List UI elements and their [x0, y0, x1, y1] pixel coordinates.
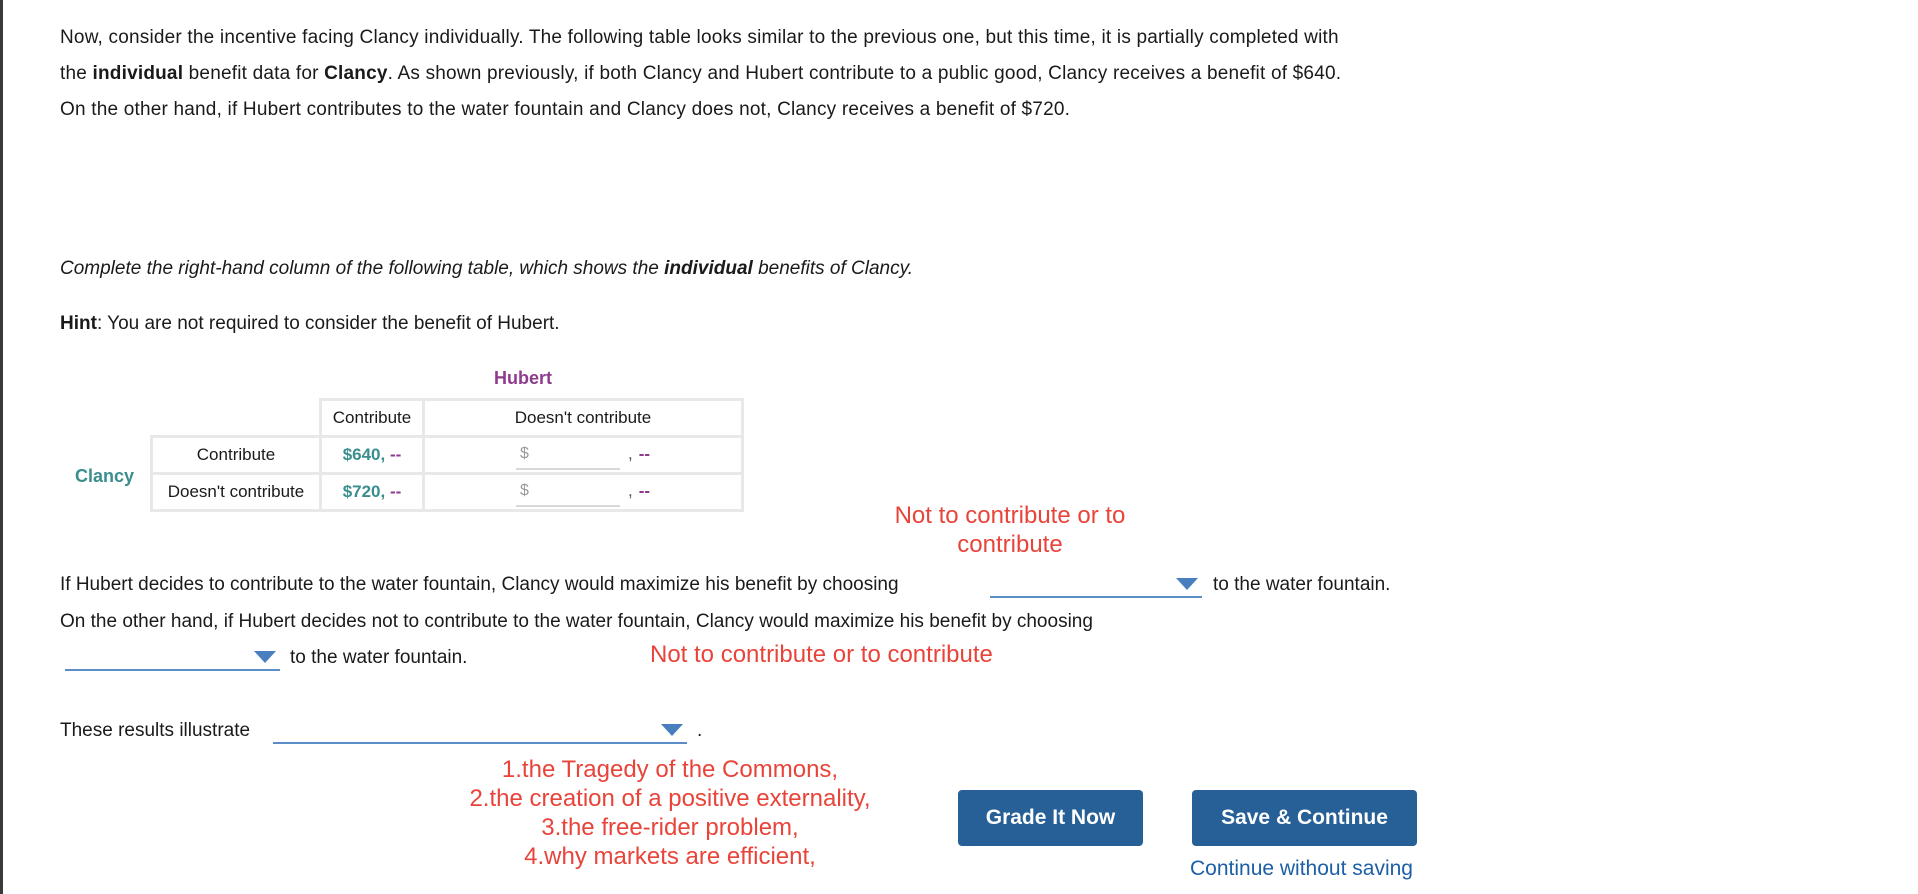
grade-it-now-button[interactable]: Grade It Now	[958, 790, 1143, 846]
hubert-payoff: --	[389, 445, 402, 464]
annotation-2: Not to contribute or to contribute	[650, 641, 993, 668]
col-header-doesnt-contribute: Doesn't contribute	[424, 400, 743, 437]
hubert-label: Hubert	[494, 368, 552, 388]
instruction-bold: individual	[664, 258, 753, 279]
clancy-payoff: $640	[342, 445, 381, 464]
payoff-cell	[321, 437, 424, 474]
q1-suffix: to the water fountain.	[1213, 574, 1391, 595]
annotation-line: Not to contribute or to	[894, 502, 1126, 529]
money-input[interactable]	[516, 477, 620, 507]
instruction-text: Complete the right-hand column of the following table, which shows the	[60, 258, 665, 279]
table-row	[152, 474, 743, 511]
annotation-line: 1.the Tragedy of the Commons,	[501, 756, 839, 783]
intro-text: . As shown previously, if both Clancy and Hubert contribute to a public good, Clancy receives a benefit of $640.	[387, 63, 1342, 84]
annotation-1	[880, 501, 1140, 559]
hint-text: : You are not required to consider the benefit of Hubert.	[96, 313, 560, 334]
benefit-input[interactable]	[529, 481, 613, 501]
intro-text: the	[60, 63, 93, 84]
clancy-label: Clancy	[75, 466, 135, 486]
dollar-sign: $	[519, 482, 529, 499]
payoff-separator: ,	[380, 445, 386, 464]
payoff-separator: ,	[627, 444, 633, 464]
q3-dropdown[interactable]	[273, 716, 687, 744]
hubert-payoff: --	[389, 482, 402, 501]
intro-line-3: On the other hand, if Hubert contributes to the water fountain and Clancy does not, Clancy receives a benefit of $720.	[60, 99, 1071, 120]
table-row	[152, 437, 743, 474]
q2-suffix: to the water fountain.	[290, 647, 468, 668]
intro-text: benefit data for	[183, 63, 325, 84]
hubert-payoff: --	[638, 481, 651, 501]
clancy-payoff: $720	[342, 482, 381, 501]
q1-text: If Hubert decides to contribute to the water fountain, Clancy would maximize his benefit by choosing	[60, 574, 899, 595]
intro-bold: Clancy	[324, 63, 388, 84]
instruction	[60, 258, 913, 280]
intro-line-2	[60, 56, 1460, 92]
q3-suffix: .	[697, 720, 703, 741]
annotation-line: 3.the free-rider problem,	[541, 814, 799, 841]
intro-paragraph	[60, 20, 1460, 128]
annotation-3	[440, 755, 900, 871]
row-label-doesnt-contribute: Doesn't contribute	[152, 474, 321, 511]
money-input[interactable]	[516, 440, 620, 470]
continue-without-saving-link[interactable]: Continue without saving	[1190, 857, 1413, 880]
payoff-table	[150, 398, 744, 512]
payoff-separator: ,	[380, 482, 386, 501]
payoff-cell	[321, 474, 424, 511]
chevron-down-icon	[661, 724, 683, 736]
payoff-cell	[424, 474, 743, 511]
q3-text: These results illustrate	[60, 720, 251, 741]
benefit-input[interactable]	[529, 444, 613, 464]
annotation-line: 4.why markets are efficient,	[524, 843, 816, 870]
blank-cell	[152, 400, 321, 437]
save-and-continue-button[interactable]: Save & Continue	[1192, 790, 1417, 846]
q1-dropdown[interactable]	[990, 570, 1202, 598]
intro-line-1: Now, consider the incentive facing Clancy individually. The following table looks similar to the previous one, but this time, it is partially completed with	[60, 27, 1339, 48]
hint-label: Hint	[60, 313, 97, 334]
chevron-down-icon	[254, 651, 276, 663]
hint	[60, 313, 560, 335]
table-header-row	[152, 400, 743, 437]
col-header-contribute: Contribute	[321, 400, 424, 437]
q2-dropdown[interactable]	[65, 643, 280, 671]
annotation-line: 2.the creation of a positive externality,	[469, 785, 871, 812]
row-label-contribute: Contribute	[152, 437, 321, 474]
left-border	[0, 0, 3, 894]
dollar-sign: $	[519, 445, 529, 462]
payoff-cell	[424, 437, 743, 474]
payoff-separator: ,	[627, 481, 633, 501]
intro-bold: individual	[92, 63, 184, 84]
q2-text: On the other hand, if Hubert decides not to contribute to the water fountain, Clancy would maximize his benefit by choosing	[60, 611, 1093, 632]
instruction-text: benefits of Clancy.	[752, 258, 913, 279]
hubert-payoff: --	[638, 444, 651, 464]
chevron-down-icon	[1176, 578, 1198, 590]
annotation-line: contribute	[957, 531, 1063, 558]
